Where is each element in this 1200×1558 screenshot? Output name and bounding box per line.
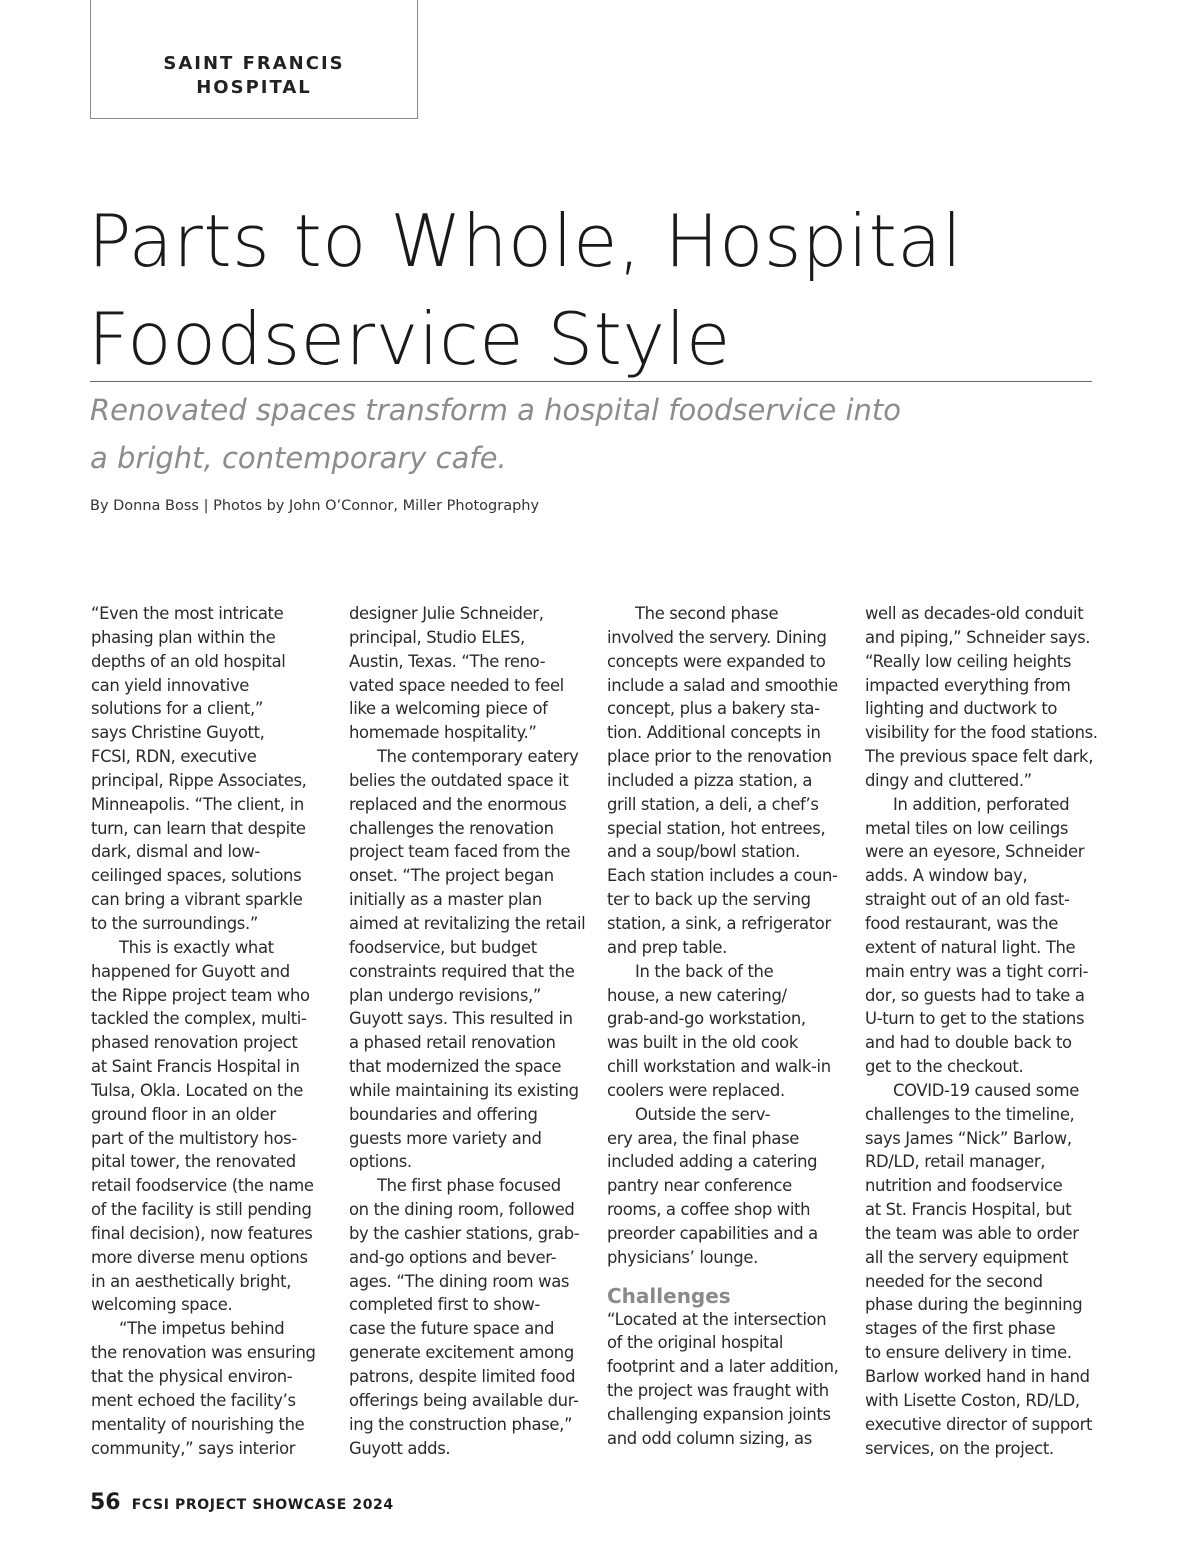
text-line: offerings being available dur- [349, 1390, 579, 1410]
text-line: that the physical environ- [91, 1367, 293, 1386]
text-line: at St. Francis Hospital, but [865, 1200, 1072, 1220]
text-line: says Christine Guyott, [91, 723, 265, 743]
text-line: concept, plus a bakery sta- [607, 699, 820, 719]
text-line: In the back of the [635, 961, 774, 981]
text-line: phasing plan within the [91, 627, 276, 647]
text-line: included adding a catering [607, 1152, 818, 1172]
text-line: phased renovation project [91, 1033, 298, 1053]
text-line: were an eyesore, Schneider [865, 842, 1085, 862]
text-line: case the future space and [349, 1319, 555, 1339]
text-line: on the dining room, followed [349, 1200, 575, 1220]
text-line: rooms, a coffee shop with [607, 1200, 811, 1220]
text-line: the Rippe project team who [91, 985, 310, 1005]
text-line: services, on the project. [865, 1438, 1054, 1458]
text-line: patrons, despite limited food [349, 1367, 576, 1386]
text-line: house, a new catering/ [607, 985, 787, 1005]
text-line: RD/LD, retail manager, [865, 1152, 1046, 1172]
text-line: community,” says interior [91, 1438, 296, 1458]
page-footer [90, 1490, 394, 1515]
text-line: ter to back up the serving [607, 890, 811, 910]
text-line: dark, dismal and low- [91, 842, 260, 862]
text-line: get to the checkout. [865, 1057, 1024, 1077]
text-line: “Located at the intersection [607, 1309, 827, 1329]
text-line: and-go options and bever- [349, 1247, 557, 1267]
text-line: guests more variety and [349, 1128, 542, 1148]
text-line: vated space needed to feel [349, 675, 564, 695]
section-label-box [90, 0, 418, 119]
text-line: says James “Nick” Barlow, [865, 1128, 1072, 1148]
text-line: grill station, a deli, a chef’s [607, 794, 819, 814]
headline-rule [90, 381, 1092, 382]
text-line: executive director of support [865, 1414, 1093, 1434]
text-line: and a soup/bowl station. [607, 842, 801, 862]
text-line: all the servery equipment [865, 1247, 1069, 1267]
text-line: FCSI, RDN, executive [91, 747, 257, 767]
text-line: homemade hospitality.” [349, 723, 537, 743]
text-line: and odd column sizing, as [607, 1428, 812, 1448]
text-line: main entry was a tight corri- [865, 961, 1089, 981]
text-line: extent of natural light. The [865, 937, 1076, 957]
text-line: dingy and cluttered.” [865, 770, 1032, 790]
deck-line-1: Renovated spaces transform a hospital foodservice into [90, 393, 902, 427]
text-line: constraints required that the [349, 961, 575, 981]
text-line: Guyott adds. [349, 1438, 451, 1458]
text-line: of the original hospital [607, 1333, 784, 1353]
text-line: station, a sink, a refrigerator [607, 913, 831, 933]
text-line: in an aesthetically bright, [91, 1271, 292, 1291]
text-line: ages. “The dining room was [349, 1271, 570, 1291]
text-column-2 [349, 602, 585, 1460]
text-line: like a welcoming piece of [349, 699, 548, 719]
text-line: of the facility is still pending [91, 1200, 312, 1220]
text-line: and had to double back to [865, 1033, 1072, 1053]
text-line: a phased retail renovation [349, 1033, 556, 1053]
text-line: Guyott says. This resulted in [349, 1009, 573, 1029]
text-line: ing the construction phase,” [349, 1414, 573, 1434]
page-number: 56 [90, 1490, 121, 1515]
text-line: pital tower, the renovated [91, 1152, 296, 1172]
text-line: stages of the first phase [865, 1319, 1056, 1339]
text-line: tion. Additional concepts in [607, 723, 821, 743]
text-line: principal, Studio ELES, [349, 627, 525, 647]
text-line: food restaurant, was the [865, 913, 1059, 933]
text-line: well as decades-old conduit [865, 604, 1084, 623]
text-line: project team faced from the [349, 842, 571, 862]
text-line: coolers were replaced. [607, 1080, 785, 1100]
text-line: turn, can learn that despite [91, 818, 306, 838]
text-line: aimed at revitalizing the retail [349, 913, 586, 933]
text-line: needed for the second [865, 1271, 1043, 1291]
text-line: to the surroundings.” [91, 913, 258, 933]
text-line: visibility for the food stations. [865, 723, 1098, 743]
text-line: challenges the renovation [349, 818, 554, 838]
text-line: to ensure delivery in time. [865, 1343, 1072, 1363]
text-line: “Really low ceiling heights [865, 651, 1072, 671]
text-line: by the cashier stations, grab- [349, 1223, 580, 1243]
text-line: physicians’ lounge. [607, 1247, 758, 1267]
text-line: solutions for a client,” [91, 699, 263, 719]
text-line: ceilinged spaces, solutions [91, 866, 302, 886]
text-line: Tulsa, Okla. Located on the [91, 1080, 304, 1100]
headline-line-2: Foodservice Style [88, 297, 731, 381]
section-label-line-1: SAINT FRANCIS [163, 53, 345, 74]
text-line: happened for Guyott and [91, 961, 290, 981]
text-line: nutrition and foodservice [865, 1176, 1063, 1196]
text-column-4 [865, 602, 1101, 1460]
text-line: “The impetus behind [119, 1319, 285, 1339]
text-line: straight out of an old fast- [865, 890, 1070, 910]
text-line: was built in the old cook [607, 1033, 799, 1053]
text-line: concepts were expanded to [607, 651, 826, 671]
article-deck [90, 386, 990, 482]
text-line: Minneapolis. “The client, in [91, 794, 304, 814]
text-line: plan undergo revisions,” [349, 985, 542, 1005]
text-line: at Saint Francis Hospital in [91, 1057, 300, 1077]
text-line: welcoming space. [91, 1295, 233, 1315]
text-line: include a salad and smoothie [607, 675, 838, 695]
text-line: chill workstation and walk-in [607, 1057, 831, 1077]
text-line: U-turn to get to the stations [865, 1009, 1085, 1029]
text-line: The first phase focused [377, 1176, 561, 1196]
text-line: and piping,” Schneider says. [865, 627, 1091, 647]
text-line: challenges to the timeline, [865, 1104, 1075, 1124]
text-line: options. [349, 1152, 412, 1172]
text-line: phase during the beginning [865, 1295, 1083, 1315]
text-line: principal, Rippe Associates, [91, 770, 307, 790]
text-line: designer Julie Schneider, [349, 604, 544, 623]
text-line: onset. “The project began [349, 866, 554, 886]
text-line: retail foodservice (the name [91, 1176, 314, 1196]
section-subhead: Challenges [607, 1283, 731, 1308]
text-column-1 [91, 602, 327, 1460]
text-column-3 [607, 602, 843, 1451]
text-line: the project was fraught with [607, 1381, 829, 1401]
text-line: preorder capabilities and a [607, 1223, 818, 1243]
text-line: final decision), now features [91, 1223, 313, 1243]
text-line: the team was able to order [865, 1223, 1079, 1243]
text-line: the renovation was ensuring [91, 1343, 316, 1363]
text-line: Barlow worked hand in hand [865, 1367, 1090, 1386]
text-line: place prior to the renovation [607, 747, 832, 767]
text-line: tackled the complex, multi- [91, 1009, 307, 1029]
text-line: “Even the most intricate [91, 604, 284, 623]
text-line: boundaries and offering [349, 1104, 538, 1124]
text-line: generate excitement among [349, 1343, 574, 1363]
section-label-line-2: HOSPITAL [196, 77, 312, 98]
text-line: metal tiles on low ceilings [865, 818, 1069, 838]
headline-line-1: Parts to Whole, Hospital [88, 199, 963, 283]
publication-name: FCSI PROJECT SHOWCASE 2024 [131, 1497, 394, 1513]
text-line: initially as a master plan [349, 890, 542, 910]
text-line: involved the servery. Dining [607, 627, 827, 647]
text-line: depths of an old hospital [91, 651, 286, 671]
text-line: with Lisette Coston, RD/LD, [865, 1390, 1080, 1410]
text-line: Outside the serv- [635, 1104, 771, 1124]
text-line: grab-and-go workstation, [607, 1009, 806, 1029]
text-line: ground floor in an older [91, 1104, 276, 1124]
text-line: more diverse menu options [91, 1247, 308, 1267]
byline: By Donna Boss | Photos by John O’Connor, Miller Photography [90, 498, 540, 514]
text-line: special station, hot entrees, [607, 818, 826, 838]
text-line: ment echoed the facility’s [91, 1390, 296, 1410]
text-line: mentality of nourishing the [91, 1414, 305, 1434]
text-line: part of the multistory hos- [91, 1128, 297, 1148]
text-line: dor, so guests had to take a [865, 985, 1085, 1005]
text-line: Austin, Texas. “The reno- [349, 651, 546, 671]
text-line: included a pizza station, a [607, 770, 813, 790]
text-line: In addition, perforated [893, 794, 1070, 814]
text-line: foodservice, but budget [349, 937, 537, 957]
text-line: COVID-19 caused some [893, 1080, 1080, 1100]
deck-line-2: a bright, contemporary cafe. [90, 441, 507, 475]
text-line: and prep table. [607, 937, 728, 957]
text-line: adds. A window bay, [865, 866, 1028, 886]
text-line: that modernized the space [349, 1057, 562, 1077]
text-line: lighting and ductwork to [865, 699, 1058, 719]
text-line: Each station includes a coun- [607, 866, 838, 886]
text-line: pantry near conference [607, 1176, 792, 1196]
article-headline [88, 192, 1098, 388]
text-line: belies the outdated space it [349, 770, 569, 790]
text-line: The second phase [635, 604, 779, 623]
text-line: can yield innovative [91, 675, 250, 695]
text-line: The previous space felt dark, [865, 747, 1094, 767]
text-line: can bring a vibrant sparkle [91, 890, 303, 910]
text-line: challenging expansion joints [607, 1405, 831, 1424]
text-line: while maintaining its existing [349, 1080, 579, 1100]
text-line: The contemporary eatery [377, 747, 579, 767]
text-line: This is exactly what [119, 937, 274, 957]
text-line: completed first to show- [349, 1295, 540, 1315]
text-line: ery area, the final phase [607, 1128, 800, 1148]
text-line: replaced and the enormous [349, 794, 567, 814]
text-line: footprint and a later addition, [607, 1357, 839, 1377]
text-line: impacted everything from [865, 675, 1071, 695]
